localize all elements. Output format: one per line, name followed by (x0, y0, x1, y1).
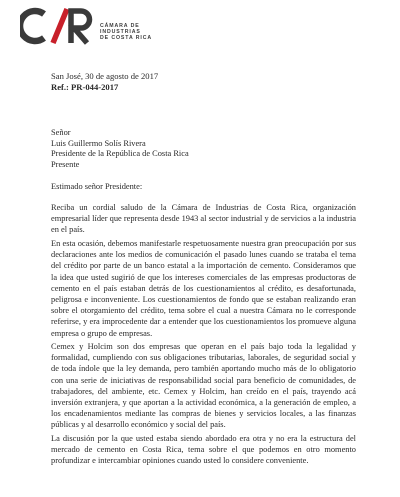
paragraph: Reciba un cordial saludo de la Cámara de Industrias de Costa Rica, organización empresarial líder que representa desde 1943 al sector industrial y de servicios a la industria en el país. (51, 203, 356, 235)
recipient-position: Presidente de la República de Costa Rica (51, 149, 189, 158)
recipient-title: Señor (51, 128, 71, 137)
chamber-logo-mark (20, 6, 100, 46)
salutation: Estimado señor Presidente: (51, 182, 143, 191)
recipient-name: Luis Guillermo Solís Rivera (51, 138, 146, 148)
paragraph: En esta ocasión, debemos manifestarle respetuosamente nuestra gran preocupación por sus declaraciones ante los medios de comunicación el pasado lunes cuando se trataba el tema del crédito por parte de un banco estatal a la importación de cemento. Consideramos que la idea que usted sugirió de que los intereses comerciales de las empresas productoras de cemento en el país estaban detrás de los cuestionamientos al crédito, es desafortunada, peligrosa e inconveniente. Los cuestionamientos de fondo que se estaban realizando eran sobre el otorgamiento del crédito, tema sobre el cual a nuestra Cámara no le corresponde referirse, y era improcedente dar a entender que los cuestionamientos los promueve alguna empresa o grupo de empresas. (51, 239, 356, 338)
recipient-block (51, 128, 189, 170)
reference-number: Ref.: PR-044-2017 (51, 81, 119, 92)
paragraph: Cemex y Holcim son dos empresas que operan en el país bajo toda la legalidad y formalidad, cumpliendo con sus obligaciones tributarias, laborales, de seguridad social y de toda índole que la ley demanda, pero también aportando mucho más de lo obligatorio con una serie de iniciativas de responsabilidad social para beneficio de comunidades, de trabajadores, del ambiente, etc. Cemex y Holcim, han creído en el país, trayendo acá inversión extranjera, y que aportan a la actividad económica, a la generación de empleo, a los encadenamientos mediante las compras de bienes y servicios locales, a las finanzas públicas y al desarrollo económico y social del país. (51, 342, 356, 430)
logo-line: CÁMARA DE (100, 23, 140, 29)
place-date: San José, 30 de agosto de 2017 (51, 71, 159, 81)
logo-line: DE COSTA RICA (100, 34, 153, 41)
chamber-logo (20, 6, 153, 46)
recipient-note: Presente (51, 159, 80, 169)
paragraph: La discusión por la que usted estaba siendo abordado era otra y no era la estructura del mercado de cemento en Costa Rica, tema sobre el que podemos en otro momento profundizar e intercambiar opiniones cuando usted lo considere conveniente. (51, 434, 356, 466)
chamber-logo-text (100, 24, 152, 41)
letter-meta (51, 71, 158, 92)
logo-line: INDUSTRIAS (100, 28, 141, 35)
